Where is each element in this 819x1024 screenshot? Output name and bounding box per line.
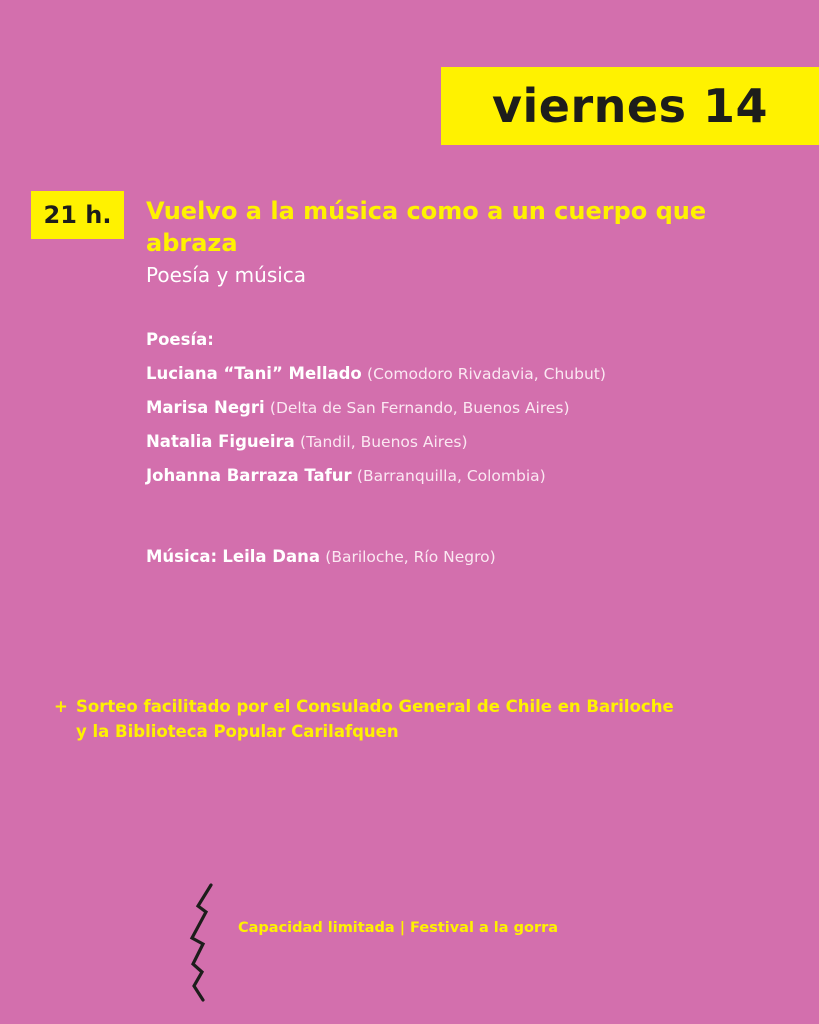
participant-row bbox=[146, 459, 786, 493]
musician-name: Leila Dana bbox=[222, 547, 321, 566]
participant-name: Natalia Figueira bbox=[146, 432, 295, 451]
event-subtitle: Poesía y música bbox=[146, 263, 307, 287]
day-label: viernes 14 bbox=[492, 79, 768, 133]
participant-row bbox=[146, 391, 786, 425]
participant-name: Marisa Negri bbox=[146, 398, 265, 417]
musician-place: (Bariloche, Río Negro) bbox=[325, 548, 496, 566]
event-title: Vuelvo a la música como a un cuerpo que abraza bbox=[146, 197, 707, 257]
music-section bbox=[146, 547, 496, 566]
poetry-section bbox=[146, 327, 786, 493]
raffle-text-1: Sorteo facilitado por el Consulado General de Chile en Bariloche bbox=[76, 697, 674, 716]
participant-place: (Tandil, Buenos Aires) bbox=[300, 433, 468, 451]
participant-row bbox=[146, 357, 786, 391]
raffle-line-1 bbox=[54, 694, 794, 719]
participant-place: (Barranquilla, Colombia) bbox=[356, 467, 546, 485]
participant-place: (Comodoro Rivadavia, Chubut) bbox=[367, 365, 606, 383]
day-header bbox=[441, 67, 819, 145]
poetry-heading: Poesía: bbox=[146, 330, 214, 349]
raffle-note bbox=[54, 694, 794, 744]
participant-name: Luciana “Tani” Mellado bbox=[146, 364, 362, 383]
time-badge bbox=[31, 191, 124, 239]
participant-row bbox=[146, 425, 786, 459]
time-label: 21 h. bbox=[43, 201, 112, 229]
music-heading: Música: bbox=[146, 547, 218, 566]
lightning-bolt-icon bbox=[186, 882, 216, 1004]
participant-place: (Delta de San Fernando, Buenos Aires) bbox=[269, 399, 570, 417]
footer-note: Capacidad limitada | Festival a la gorra bbox=[238, 920, 559, 936]
participant-name: Johanna Barraza Tafur bbox=[146, 466, 352, 485]
plus-icon: + bbox=[54, 697, 68, 716]
raffle-text-2: y la Biblioteca Popular Carilafquen bbox=[76, 722, 399, 741]
